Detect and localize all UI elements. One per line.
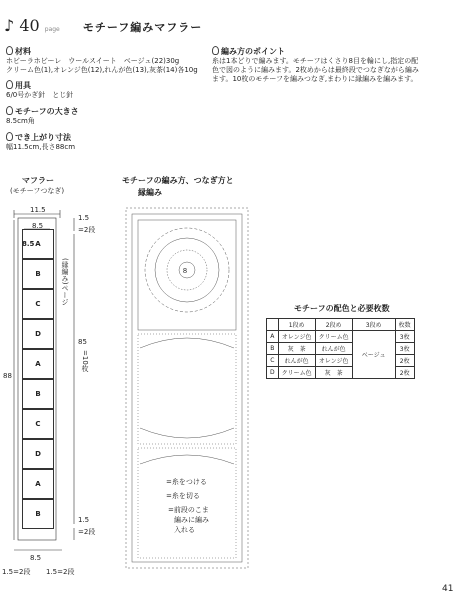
footer-page-number: 41 (442, 584, 454, 594)
table-cell-merged: ベージュ (352, 331, 395, 379)
table-row (267, 331, 415, 343)
thread-icon (6, 106, 13, 115)
table-header: 2段め (315, 319, 352, 331)
table-cell: 3枚 (395, 343, 414, 355)
materials-line2: クリーム色(1),オレンジ色(12),れんが色(13),灰茶(14)各10g (6, 66, 198, 74)
points-line3: ます。10枚のモチーフを編みつなぎ,まわりに縁編みを編みます。 (212, 75, 418, 83)
length-rows: =10枚 (81, 350, 89, 372)
page-title: モチーフ編みマフラー (82, 21, 203, 34)
motif-width: 8.5 (32, 222, 44, 230)
table-cell: オレンジ色 (315, 355, 352, 367)
table-header (267, 319, 279, 331)
total-length: 88 (3, 372, 12, 380)
table-cell: 3枚 (395, 331, 414, 343)
tools-heading: 用具 (15, 81, 31, 90)
table-cell: クリーム色 (315, 331, 352, 343)
svg-text:8: 8 (182, 267, 188, 275)
page-label: page (44, 26, 60, 33)
motif-cell: D (22, 319, 54, 349)
motif-cell: B (22, 259, 54, 289)
table-header: 1段め (278, 319, 315, 331)
color-table-title: モチーフの配色と必要枚数 (294, 304, 390, 313)
legend-join-3: 入れる (174, 526, 195, 534)
motif-size-heading: モチーフの大きさ (15, 107, 79, 116)
page-number: 40 (19, 16, 40, 35)
table-cell: 2枚 (395, 355, 414, 367)
motif-cell: B (22, 379, 54, 409)
materials-line1: ホビーラホビーレ ウールスイート ベージュ(22)30g (6, 57, 180, 65)
thread-icon (6, 46, 13, 55)
motif-cell: A (22, 469, 54, 499)
muffler-dimension-lines (0, 198, 120, 578)
bottom-left-edge: 1.5=2段 (2, 568, 31, 576)
motif-cell: C (22, 289, 54, 319)
legend-attach: =糸をつける (166, 478, 207, 486)
table-header: 3段め (352, 319, 395, 331)
motif-height: 8.5 (22, 240, 35, 248)
bottom-right-edge: 1.5=2段 (46, 568, 75, 576)
diagram-title-line1: モチーフの編み方、つなぎ方と (122, 176, 234, 185)
table-cell: 2枚 (395, 367, 414, 379)
materials-section (6, 46, 198, 75)
points-line1: 糸は1本どりで編みます。モチーフはくさり8目を輪にし,指定の配 (212, 57, 419, 65)
motif-cell: C (22, 409, 54, 439)
header (4, 16, 202, 35)
table-cell: 灰 茶 (315, 367, 352, 379)
points-heading: 編み方のポイント (221, 47, 285, 56)
finished-size-line1: 幅11.5cm,長さ88cm (6, 143, 76, 151)
table-cell: オレンジ色 (278, 331, 315, 343)
legend-join-2: 編みに編み (174, 516, 209, 524)
edge-top-rows: =2段 (78, 226, 96, 234)
edge-top: 1.5 (78, 214, 90, 222)
table-header-row (267, 319, 415, 331)
motif-cell: B (22, 499, 54, 529)
motif-cell: A (22, 349, 54, 379)
table-header: 枚数 (395, 319, 414, 331)
table-cell: 灰 茶 (278, 343, 315, 355)
width-total: 11.5 (30, 206, 46, 214)
table-cell: れんが色 (278, 355, 315, 367)
music-note-icon: ♪ (4, 16, 15, 35)
edge-bottom: 1.5 (78, 516, 90, 524)
length-value: 85 (78, 338, 87, 346)
motif-cell: D (22, 439, 54, 469)
legend-cut: =糸を切る (166, 492, 200, 500)
motif-column (22, 229, 54, 529)
motif-size-line1: 8.5cm角 (6, 117, 35, 125)
materials-heading: 材料 (15, 47, 31, 56)
table-cell: B (267, 343, 279, 355)
points-section (212, 46, 419, 84)
table-cell: A (267, 331, 279, 343)
edge-bottom-rows: =2段 (78, 528, 96, 536)
thread-icon (6, 80, 13, 89)
table-cell: れんが色 (315, 343, 352, 355)
tools-line1: 6/0号かぎ針 とじ針 (6, 91, 74, 99)
table-cell: クリーム色 (278, 367, 315, 379)
color-table (266, 318, 415, 379)
table-cell: C (267, 355, 279, 367)
finished-size-heading: でき上がり寸法 (15, 133, 71, 142)
diagram-title-line2: 縁編み (138, 188, 162, 197)
finished-size-section (6, 132, 75, 152)
muffler-subtitle: (モチーフつなぎ) (10, 187, 65, 195)
points-line2: 色で図のように編みます。2枚めからは最終段でつなぎながら編み (212, 66, 419, 74)
legend-join-1: =前段のこま (168, 506, 209, 514)
muffler-title: マフラー (22, 176, 54, 185)
thread-icon (212, 46, 219, 55)
motif-cell: A (22, 229, 54, 259)
table-cell: D (267, 367, 279, 379)
motif-size-section (6, 106, 79, 126)
thread-icon (6, 132, 13, 141)
side-edge-label: (縁編み)ページ (61, 258, 69, 306)
bottom-width: 8.5 (30, 554, 42, 562)
tools-section (6, 80, 73, 100)
